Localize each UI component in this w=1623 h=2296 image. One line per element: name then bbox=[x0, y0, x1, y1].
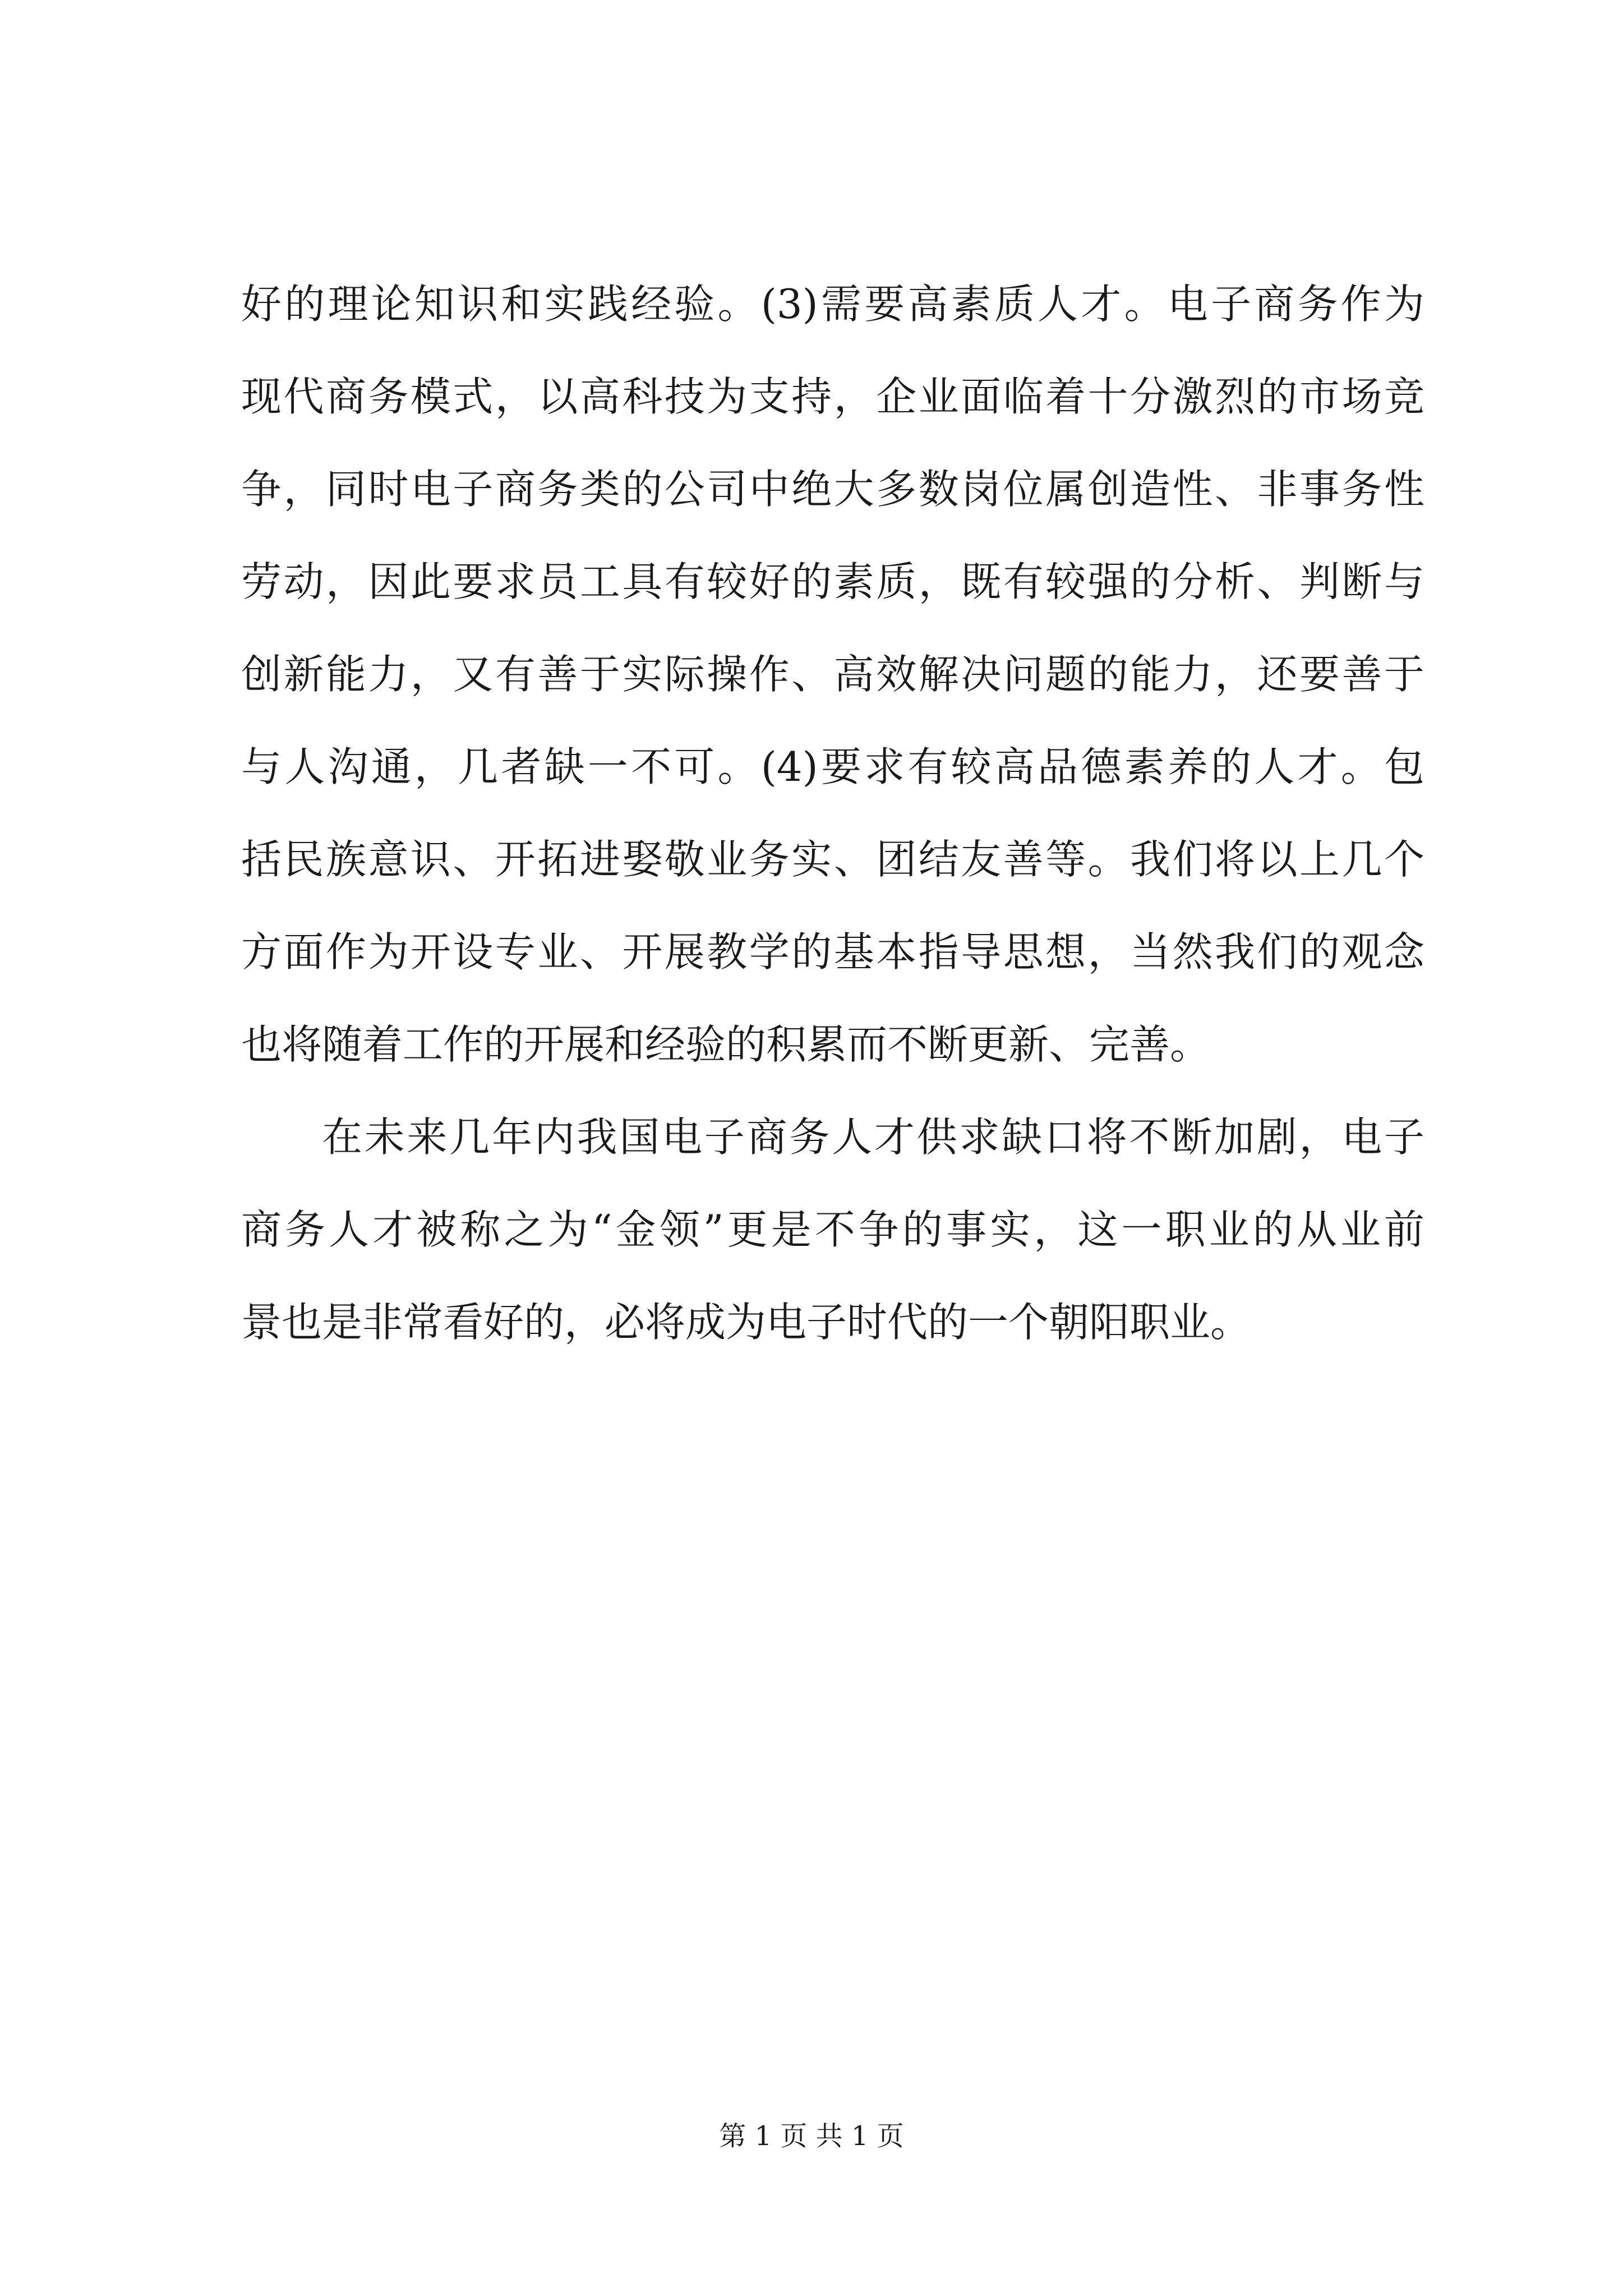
text-line: 景也是非常看好的，必将成为电子时代的一个朝阳职业。 bbox=[241, 1299, 1251, 1346]
text-line: 商务人才被称之为“金领”更是不争的事实，这一职业的从业前 bbox=[241, 1206, 1424, 1253]
text-line: 与人沟通，几者缺一不可。(4)要求有较高品德素养的人才。包 bbox=[241, 743, 1424, 790]
text-line: 方面作为开设专业、开展教学的基本指导思想，当然我们的观念 bbox=[241, 928, 1424, 976]
text-line: 劳动，因此要求员工具有较好的素质，既有较强的分析、判断与 bbox=[241, 558, 1424, 605]
page-number-footer: 第 1 页 共 1 页 bbox=[719, 2120, 904, 2152]
text-line: 争，同时电子商务类的公司中绝大多数岗位属创造性、非事务性 bbox=[241, 466, 1424, 513]
text-line: 现代商务模式，以高科技为支持，企业面临着十分激烈的市场竞 bbox=[241, 373, 1424, 420]
text-line: 在未来几年内我国电子商务人才供求缺口将不断加剧，电子 bbox=[322, 1114, 1424, 1161]
text-line: 也将随着工作的开展和经验的积累而不断更新、完善。 bbox=[241, 1021, 1211, 1068]
paragraph-2 bbox=[241, 1091, 1424, 1369]
text-line: 括民族意识、开拓进娶敬业务实、团结友善等。我们将以上几个 bbox=[241, 836, 1424, 883]
text-line: 创新能力，又有善于实际操作、高效解决问题的能力，还要善于 bbox=[241, 651, 1424, 698]
paragraph-1 bbox=[241, 258, 1424, 1091]
document-body bbox=[241, 258, 1424, 1369]
text-line: 好的理论知识和实践经验。(3)需要高素质人才。电子商务作为 bbox=[241, 280, 1424, 328]
